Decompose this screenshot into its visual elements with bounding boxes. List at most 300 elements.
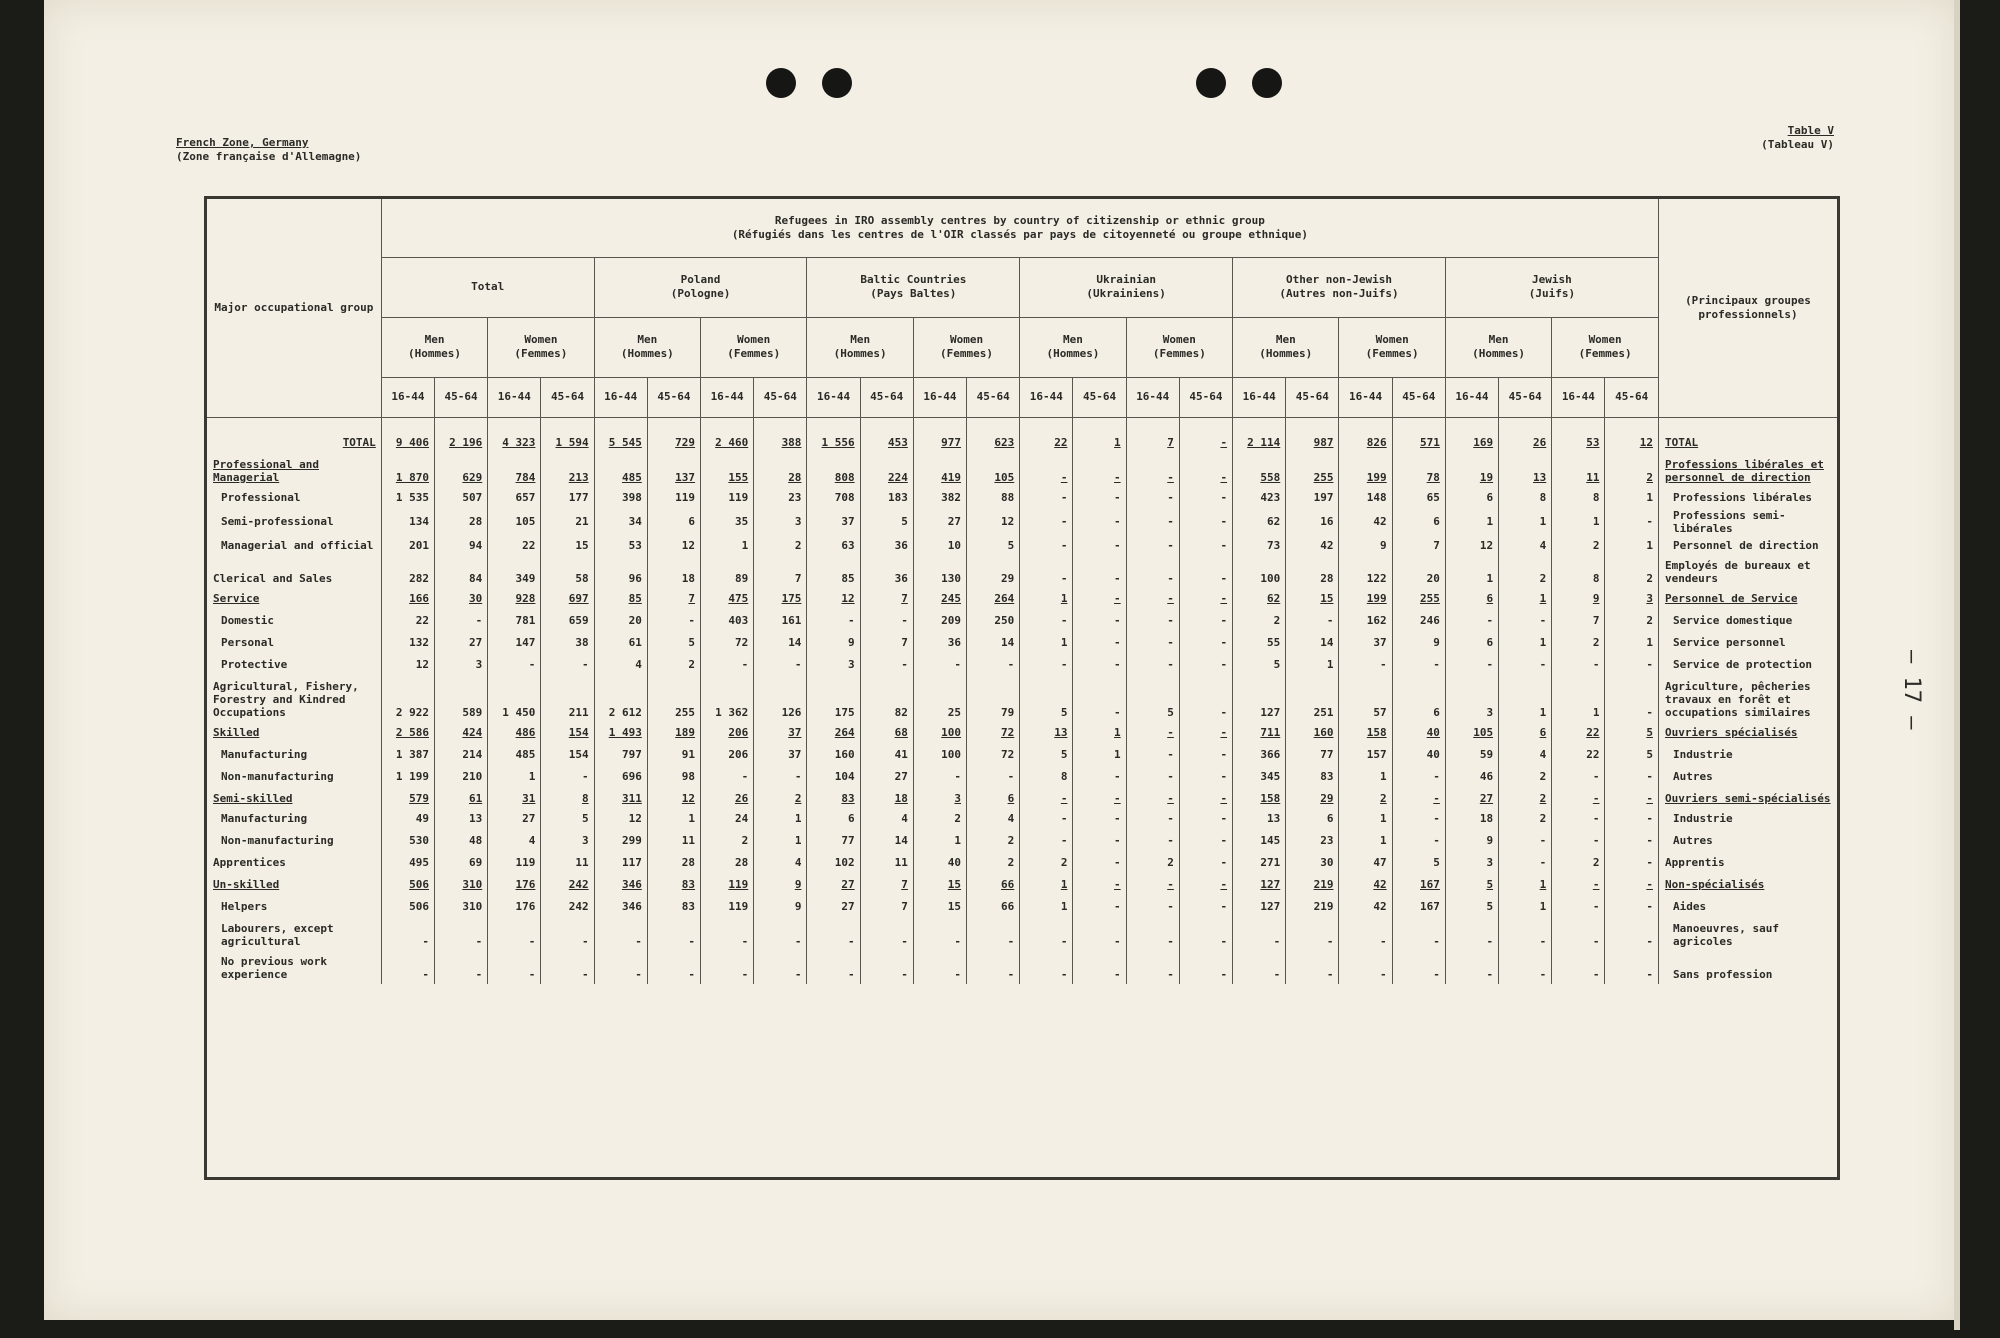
value-cell: - (1445, 654, 1498, 676)
value-cell: 5 (860, 509, 913, 535)
value-cell: - (754, 918, 807, 951)
value-cell: 7 (754, 555, 807, 588)
occupation-table (204, 196, 1840, 1180)
value-cell: 15 (1286, 588, 1339, 610)
value-cell: 37 (807, 509, 860, 535)
value-cell: 2 460 (701, 417, 754, 454)
table-row (207, 896, 1837, 918)
row-label: Manufacturing (221, 812, 308, 825)
value-cell: 176 (488, 896, 541, 918)
value-cell: 4 (1499, 744, 1552, 766)
group-name-fr: (Pologne) (670, 287, 731, 300)
value-cell: - (1073, 918, 1126, 951)
value-cell: 2 (1233, 610, 1286, 632)
group-header (1445, 257, 1658, 317)
value-cell: 2 (1499, 555, 1552, 588)
value-cell: - (1073, 896, 1126, 918)
value-cell: - (1126, 555, 1179, 588)
value-cell: 12 (1605, 417, 1659, 454)
age-header: 45-64 (1179, 377, 1232, 417)
value-cell: 224 (860, 454, 913, 487)
value-cell: - (1286, 951, 1339, 984)
value-cell: - (647, 951, 700, 984)
value-cell: 4 (1499, 535, 1552, 555)
value-cell: 5 (1445, 896, 1498, 918)
value-cell: 1 535 (381, 487, 434, 509)
value-cell: 4 (860, 808, 913, 830)
value-cell: 189 (647, 722, 700, 744)
table-number-fr: (Tableau V) (1761, 138, 1834, 151)
value-cell: 167 (1392, 896, 1445, 918)
value-cell: 119 (701, 896, 754, 918)
value-cell: 83 (647, 874, 700, 896)
value-cell: 102 (807, 852, 860, 874)
value-cell: 199 (1339, 454, 1392, 487)
value-cell: - (1126, 509, 1179, 535)
value-cell: 5 (1392, 852, 1445, 874)
value-cell: 346 (594, 874, 647, 896)
table-row (207, 610, 1837, 632)
value-cell: - (1179, 509, 1232, 535)
value-cell: - (1073, 852, 1126, 874)
value-cell: - (541, 654, 594, 676)
value-cell: - (1020, 555, 1073, 588)
value-cell: 210 (435, 766, 488, 788)
value-cell: 105 (488, 509, 541, 535)
value-cell: - (1605, 874, 1659, 896)
value-cell: - (1499, 918, 1552, 951)
value-cell: 88 (967, 487, 1020, 509)
age-header: 16-44 (913, 377, 966, 417)
value-cell: 4 (754, 852, 807, 874)
value-cell: - (1073, 555, 1126, 588)
value-cell: 928 (488, 588, 541, 610)
value-cell: 105 (1445, 722, 1498, 744)
value-cell: - (860, 654, 913, 676)
age-header: 45-64 (647, 377, 700, 417)
row-label-fr: Aides (1658, 896, 1837, 918)
age-header: 45-64 (1286, 377, 1339, 417)
value-cell: 1 (1073, 744, 1126, 766)
value-cell: 797 (594, 744, 647, 766)
value-cell: 485 (488, 744, 541, 766)
value-cell: 19 (1445, 454, 1498, 487)
value-cell: 1 (913, 830, 966, 852)
value-cell: - (967, 766, 1020, 788)
value-cell: 1 (1073, 417, 1126, 454)
group-name: Baltic Countries (860, 273, 967, 286)
value-cell: 282 (381, 555, 434, 588)
value-cell: 154 (541, 744, 594, 766)
women-header (913, 317, 1019, 377)
men-label: Men (850, 333, 871, 346)
value-cell: 127 (1233, 874, 1286, 896)
value-cell: 145 (1233, 830, 1286, 852)
value-cell: - (1073, 632, 1126, 654)
value-cell: - (1179, 417, 1232, 454)
group-name: Ukrainian (1096, 273, 1156, 286)
value-cell: 177 (541, 487, 594, 509)
value-cell: 1 (1020, 874, 1073, 896)
value-cell: - (1499, 830, 1552, 852)
value-cell: - (647, 610, 700, 632)
value-cell: - (1179, 951, 1232, 984)
value-cell: 8 (1552, 555, 1605, 588)
value-cell: 629 (435, 454, 488, 487)
group-name-fr: (Ukrainiens) (1086, 287, 1166, 300)
value-cell: 8 (541, 788, 594, 808)
row-label: No previous work experience (221, 954, 327, 981)
value-cell: 13 (1233, 808, 1286, 830)
value-cell: 27 (913, 509, 966, 535)
value-cell: 62 (1233, 588, 1286, 610)
value-cell: 28 (435, 509, 488, 535)
value-cell: 424 (435, 722, 488, 744)
value-cell: 12 (1445, 535, 1498, 555)
value-cell: - (1339, 654, 1392, 676)
value-cell: - (1605, 896, 1659, 918)
value-cell: - (1073, 610, 1126, 632)
value-cell: 2 (1605, 555, 1659, 588)
value-cell: 25 (913, 676, 966, 722)
zone-label: French Zone, Germany (176, 136, 309, 149)
value-cell: 161 (754, 610, 807, 632)
value-cell: - (488, 654, 541, 676)
row-label: Professional and Managerial (213, 457, 319, 484)
value-cell: - (1605, 852, 1659, 874)
group-header (1233, 257, 1446, 317)
value-cell: - (1020, 509, 1073, 535)
value-cell: 403 (701, 610, 754, 632)
value-cell: 711 (1233, 722, 1286, 744)
value-cell: 72 (701, 632, 754, 654)
value-cell: - (1126, 808, 1179, 830)
value-cell: 37 (754, 744, 807, 766)
value-cell: - (1392, 766, 1445, 788)
value-cell: 486 (488, 722, 541, 744)
value-cell: 183 (860, 487, 913, 509)
value-cell: - (1552, 830, 1605, 852)
table-row (207, 918, 1837, 951)
men-label: Men (637, 333, 658, 346)
value-cell: 14 (1286, 632, 1339, 654)
value-cell: 23 (1286, 830, 1339, 852)
value-cell: - (1126, 918, 1179, 951)
row-label: Agricultural, Fishery, Forestry and Kindred Occupations (213, 679, 359, 719)
row-label-fr: Non-spécialisés (1658, 874, 1837, 896)
value-cell: - (701, 766, 754, 788)
value-cell: 166 (381, 588, 434, 610)
value-cell: 781 (488, 610, 541, 632)
row-header-en: Major occupational group (207, 199, 381, 417)
table-row (207, 788, 1837, 808)
value-cell: 36 (860, 555, 913, 588)
table-row (207, 487, 1837, 509)
value-cell: - (1179, 744, 1232, 766)
value-cell: 1 (1020, 896, 1073, 918)
age-header: 16-44 (381, 377, 434, 417)
value-cell: 6 (1392, 509, 1445, 535)
men-label: Men (1063, 333, 1083, 346)
value-cell: - (1020, 918, 1073, 951)
value-cell: - (1020, 830, 1073, 852)
table-row (207, 852, 1837, 874)
value-cell: 382 (913, 487, 966, 509)
value-cell: 4 323 (488, 417, 541, 454)
value-cell: 61 (594, 632, 647, 654)
value-cell: 175 (754, 588, 807, 610)
men-header (594, 317, 700, 377)
men-header (381, 317, 487, 377)
value-cell: 9 (1339, 535, 1392, 555)
men-header (1445, 317, 1551, 377)
value-cell: 42 (1339, 874, 1392, 896)
group-name: Poland (680, 273, 721, 286)
value-cell: 119 (701, 874, 754, 896)
value-cell: - (1073, 454, 1126, 487)
value-cell: - (754, 654, 807, 676)
value-cell: - (1552, 808, 1605, 830)
value-cell: 65 (1392, 487, 1445, 509)
age-header: 16-44 (1020, 377, 1073, 417)
value-cell: - (1073, 830, 1126, 852)
value-cell: 5 (1233, 654, 1286, 676)
value-cell: 130 (913, 555, 966, 588)
value-cell: 137 (647, 454, 700, 487)
page-number: – 17 – (1899, 650, 1924, 730)
value-cell: 40 (913, 852, 966, 874)
value-cell: - (1179, 654, 1232, 676)
value-cell: - (913, 766, 966, 788)
value-cell: 22 (1020, 417, 1073, 454)
value-cell: 31 (488, 788, 541, 808)
row-label-fr: Employés de bureaux et vendeurs (1658, 555, 1837, 588)
value-cell: 157 (1339, 744, 1392, 766)
row-label-fr: Autres (1658, 830, 1837, 852)
value-cell: 206 (701, 722, 754, 744)
value-cell: 419 (913, 454, 966, 487)
value-cell: 27 (1445, 788, 1498, 808)
value-cell: - (1126, 454, 1179, 487)
value-cell: - (1073, 788, 1126, 808)
value-cell: 1 (1499, 632, 1552, 654)
value-cell: - (913, 654, 966, 676)
value-cell: 9 (807, 632, 860, 654)
value-cell: 242 (541, 896, 594, 918)
value-cell: 100 (913, 722, 966, 744)
value-cell: 1 (1499, 588, 1552, 610)
value-cell: 3 (1605, 588, 1659, 610)
value-cell: 83 (1286, 766, 1339, 788)
value-cell: 2 (967, 852, 1020, 874)
value-cell: 826 (1339, 417, 1392, 454)
value-cell: 1 (1339, 766, 1392, 788)
value-cell: 12 (647, 535, 700, 555)
value-cell: 47 (1339, 852, 1392, 874)
value-cell: - (435, 951, 488, 984)
zone-label-fr: (Zone française d'Allemagne) (176, 150, 362, 163)
value-cell: 485 (594, 454, 647, 487)
value-cell: - (1392, 830, 1445, 852)
value-cell: 100 (913, 744, 966, 766)
value-cell: 29 (967, 555, 1020, 588)
value-cell: 1 (1445, 555, 1498, 588)
age-header: 45-64 (541, 377, 594, 417)
value-cell: - (807, 918, 860, 951)
super-title-en: Refugees in IRO assembly centres by country of citizenship or ethnic group (774, 213, 1265, 227)
value-cell: 1 (1499, 509, 1552, 535)
value-cell: - (1020, 788, 1073, 808)
value-cell: 36 (860, 535, 913, 555)
value-cell: 22 (1552, 744, 1605, 766)
group-header (381, 257, 594, 317)
value-cell: - (807, 610, 860, 632)
value-cell: 24 (701, 808, 754, 830)
value-cell: 46 (1445, 766, 1498, 788)
value-cell: 2 (754, 535, 807, 555)
value-cell: 77 (1286, 744, 1339, 766)
value-cell: 42 (1339, 509, 1392, 535)
value-cell: 98 (647, 766, 700, 788)
value-cell: - (1179, 487, 1232, 509)
men-label: Men (424, 333, 445, 346)
value-cell: 160 (807, 744, 860, 766)
group-name-fr: (Autres non-Juifs) (1279, 287, 1399, 300)
men-label-fr: (Hommes) (1046, 347, 1100, 360)
value-cell: 1 199 (381, 766, 434, 788)
group-name: Total (471, 280, 505, 293)
value-cell: 147 (488, 632, 541, 654)
value-cell: - (1020, 487, 1073, 509)
value-cell: 271 (1233, 852, 1286, 874)
value-cell: - (1339, 918, 1392, 951)
value-cell: - (1552, 766, 1605, 788)
value-cell: 15 (913, 874, 966, 896)
value-cell: 162 (1339, 610, 1392, 632)
value-cell: 82 (860, 676, 913, 722)
value-cell: 40 (1392, 722, 1445, 744)
value-cell: - (1126, 744, 1179, 766)
value-cell: - (913, 951, 966, 984)
value-cell: 176 (488, 874, 541, 896)
value-cell: 37 (754, 722, 807, 744)
value-cell: - (967, 951, 1020, 984)
value-cell: 2 (913, 808, 966, 830)
value-cell: 40 (1392, 744, 1445, 766)
row-label: TOTAL (342, 436, 376, 449)
value-cell: 264 (967, 588, 1020, 610)
value-cell: 6 (647, 509, 700, 535)
value-cell: 6 (1445, 588, 1498, 610)
women-label-fr: (Femmes) (1365, 347, 1419, 360)
value-cell: - (1126, 766, 1179, 788)
row-label: Un-skilled (213, 878, 280, 891)
value-cell: 154 (541, 722, 594, 744)
value-cell: - (1392, 808, 1445, 830)
value-cell: 6 (807, 808, 860, 830)
value-cell: 2 (1552, 535, 1605, 555)
age-header: 16-44 (488, 377, 541, 417)
value-cell: 11 (1552, 454, 1605, 487)
value-cell: - (1605, 676, 1659, 722)
value-cell: 2 586 (381, 722, 434, 744)
value-cell: - (1020, 535, 1073, 555)
value-cell: 5 (1605, 722, 1659, 744)
row-label-fr: Professions semi-libérales (1658, 509, 1837, 535)
row-label: Non-manufacturing (221, 770, 334, 783)
value-cell: - (1392, 951, 1445, 984)
value-cell: 72 (967, 744, 1020, 766)
value-cell: 255 (1286, 454, 1339, 487)
value-cell: - (1126, 632, 1179, 654)
value-cell: 20 (594, 610, 647, 632)
value-cell: 5 (1020, 744, 1073, 766)
value-cell: 659 (541, 610, 594, 632)
row-label: Service (213, 592, 260, 605)
value-cell: - (1020, 454, 1073, 487)
value-cell: 91 (647, 744, 700, 766)
age-header: 45-64 (1605, 377, 1659, 417)
men-label-fr: (Hommes) (1259, 347, 1313, 360)
value-cell: - (1445, 918, 1498, 951)
value-cell: 3 (1445, 852, 1498, 874)
punch-hole (1196, 68, 1226, 98)
value-cell: - (1392, 918, 1445, 951)
value-cell: - (1073, 766, 1126, 788)
row-label-fr: Personnel de Service (1658, 588, 1837, 610)
value-cell: - (1552, 951, 1605, 984)
age-header: 16-44 (1233, 377, 1286, 417)
row-label-fr: Autres (1658, 766, 1837, 788)
women-label-fr: (Femmes) (940, 347, 994, 360)
age-header: 16-44 (1552, 377, 1605, 417)
value-cell: 37 (1339, 632, 1392, 654)
row-label-fr: Professions libérales et personnel de direction (1658, 454, 1837, 487)
value-cell: 7 (860, 896, 913, 918)
value-cell: 366 (1233, 744, 1286, 766)
value-cell: 104 (807, 766, 860, 788)
value-cell: 345 (1233, 766, 1286, 788)
age-header: 45-64 (1073, 377, 1126, 417)
page-edge (1954, 0, 1960, 1330)
row-label: Managerial and official (221, 538, 374, 552)
value-cell: 1 (1499, 676, 1552, 722)
value-cell: 96 (594, 555, 647, 588)
value-cell: - (1126, 588, 1179, 610)
value-cell: 4 (967, 808, 1020, 830)
value-cell: 53 (594, 535, 647, 555)
value-cell: - (1179, 874, 1232, 896)
value-cell: - (1605, 918, 1659, 951)
value-cell: 30 (435, 588, 488, 610)
value-cell: 167 (1392, 874, 1445, 896)
value-cell: 13 (435, 808, 488, 830)
value-cell: 127 (1233, 896, 1286, 918)
value-cell: - (1605, 808, 1659, 830)
value-cell: - (1605, 509, 1659, 535)
value-cell: 26 (1499, 417, 1552, 454)
value-cell: 1 594 (541, 417, 594, 454)
value-cell: - (1499, 852, 1552, 874)
value-cell: 201 (381, 535, 434, 555)
value-cell: - (1073, 874, 1126, 896)
value-cell: - (701, 951, 754, 984)
value-cell: 6 (1286, 808, 1339, 830)
value-cell: 2 (1339, 788, 1392, 808)
value-cell: 119 (647, 487, 700, 509)
value-cell: 530 (381, 830, 434, 852)
value-cell: 506 (381, 896, 434, 918)
